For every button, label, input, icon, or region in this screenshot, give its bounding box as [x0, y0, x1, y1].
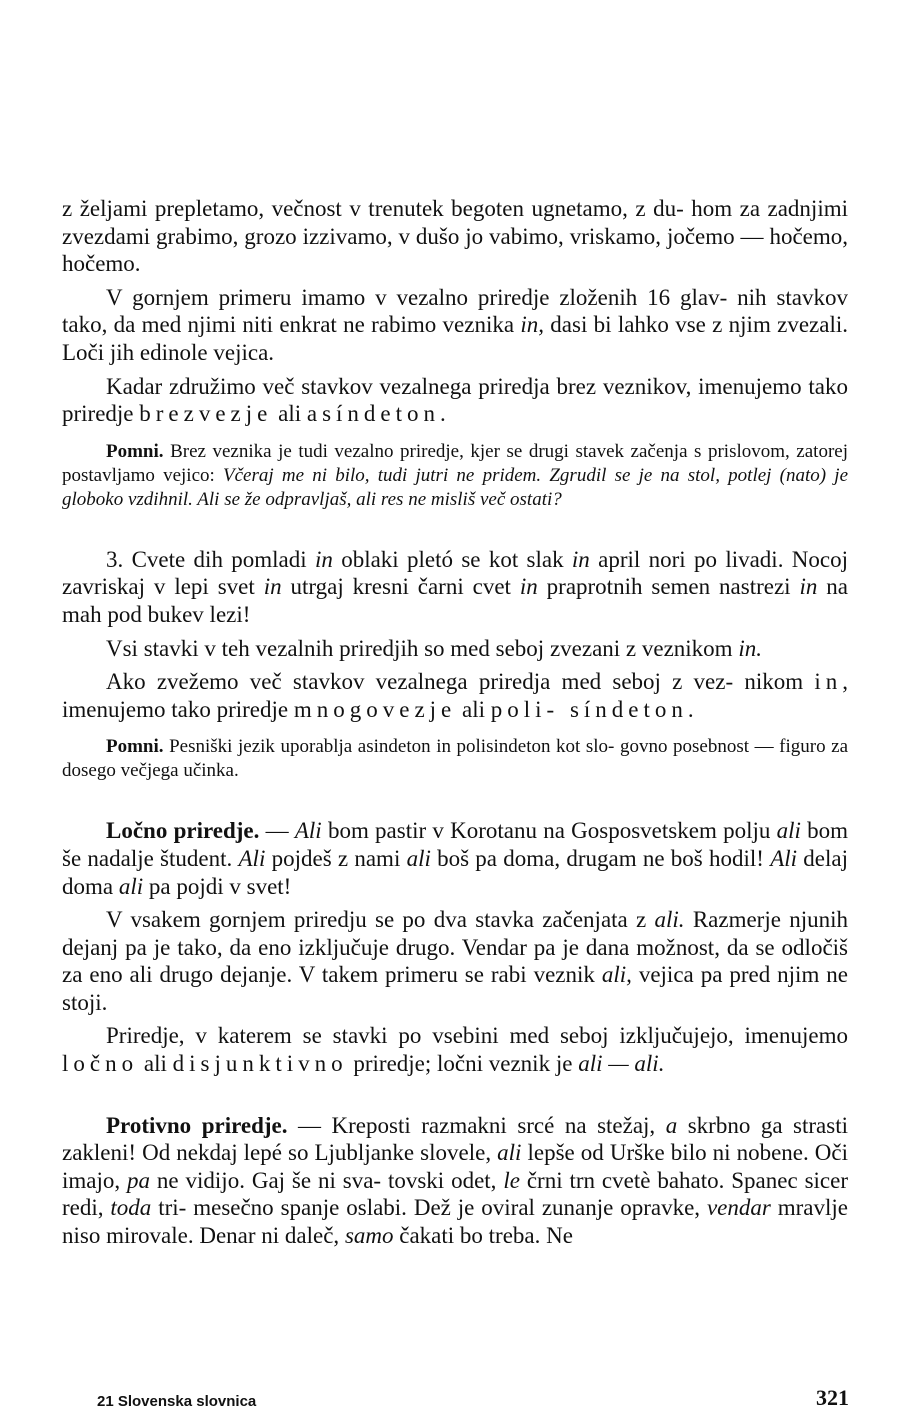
emphasis: pa — [127, 1167, 151, 1193]
text: — Kreposti razmakni srcé na stežaj, — [287, 1112, 666, 1138]
text: Kadar združimo več stavkov vezalnega priredja brez veznikov, imenujemo tako priredje — [62, 373, 848, 427]
text: z željami prepletamo, večnost v trenutek begoten ugnetamo, z du- hom za zadnjimi zvezdami grabimo, grozo izzivamo, v dušo jo vabimo, vriskamo, jočemo — hočemo, hočemo. — [62, 196, 848, 277]
note-label: Pomni. — [106, 736, 164, 758]
text: Vsi stavki v teh vezalnih priredjih so med seboj zvezani z veznikom — [106, 635, 739, 661]
paragraph — [62, 1022, 848, 1077]
text: utrgaj kresni čarni cvet — [281, 574, 520, 600]
text: bom še nadalje študent. — [62, 818, 848, 871]
book-signature: 21 Slovenska slovnica — [97, 1393, 257, 1410]
text: ali — [272, 401, 307, 427]
emphasis: vendar — [706, 1195, 771, 1221]
emphasis: ali — [497, 1140, 522, 1166]
text: ali — [456, 696, 491, 722]
spaced-term: brezvezje — [139, 401, 273, 427]
text: ne vidijo. Gaj še ni sva- tovski odet, — [150, 1167, 504, 1193]
emphasis: in. — [738, 635, 762, 661]
spaced-term: in — [814, 669, 843, 695]
text: pa pojdi v svet! — [143, 873, 292, 899]
emphasis: ali — ali. — [578, 1051, 665, 1077]
paragraph — [62, 1112, 848, 1250]
text: Razmerje njunih dejanj pa je tako, da eno izključuje drugo. Vendar pa je dana možnost, da se odločiš za eno ali drugo dejanje. V takem primeru se rabi veznik — [62, 907, 848, 988]
page-number: 321 — [816, 1385, 849, 1410]
spaced-term: ločno — [62, 1051, 139, 1077]
emphasis: samo — [344, 1223, 394, 1249]
emphasis: in — [571, 546, 590, 572]
paragraph — [62, 195, 848, 278]
text: delaj doma — [62, 845, 848, 899]
note-label: Pomni. — [106, 440, 164, 462]
text: lepše od Urške bilo ni nobene. Oči imajo, — [62, 1140, 849, 1193]
emphasis: Včeraj me ni bilo, tudi jutri ne pridem. Zgrudil se je na stol, potlej (nato) je globoko vzdihnil. Ali se že odpravljaš, ali res ne misliš več ostati? — [62, 464, 849, 510]
paragraph — [62, 546, 848, 629]
paragraph — [62, 668, 848, 723]
text: priredje; ločni veznik je — [347, 1051, 579, 1077]
emphasis: Ali — [238, 845, 266, 871]
section-heading: Protivno priredje. — [106, 1112, 288, 1138]
text: april nori po livadi. Nocoj zavriskaj v lepi svet — [62, 546, 848, 600]
emphasis: ali — [776, 818, 801, 844]
spaced-term: mnogovezje — [293, 696, 457, 722]
text: bom pastir v Korotanu na Gosposvetskem polju — [321, 818, 777, 844]
text: oblaki pletó se kot slak — [332, 546, 572, 572]
note-paragraph — [62, 440, 848, 512]
text: praprotnih semen nastrezi — [537, 574, 800, 600]
text: vejica pa pred njim ne stoji. — [62, 962, 848, 1015]
emphasis: Ali — [294, 818, 322, 844]
emphasis: ali — [118, 873, 144, 899]
emphasis: a — [665, 1112, 678, 1138]
emphasis: in — [263, 574, 282, 600]
spaced-term: asíndeton. — [306, 401, 451, 427]
text: pojdeš z nami — [265, 845, 407, 871]
text: boš pa doma, drugam ne boš hodil! — [430, 845, 771, 871]
text: ali — [138, 1051, 173, 1077]
text: V gornjem primeru imamo v vezalno priredje zloženih 16 glav- nih stavkov tako, da med njimi niti enkrat ne rabimo veznika — [62, 284, 848, 338]
text: tri- mesečno spanje oslabi. Dež je oviral zunanje opravke, — [151, 1195, 707, 1221]
paragraph — [62, 906, 848, 1016]
page-body — [62, 195, 848, 1250]
emphasis: ali. — [654, 907, 685, 933]
text: dasi bi lahko vse z njim zvezali. Loči jih edinole vejica. — [62, 312, 848, 365]
note-paragraph — [62, 735, 848, 783]
text: na mah pod bukev lezi! — [62, 574, 848, 627]
spaced-term: poli- síndeton. — [490, 696, 699, 722]
emphasis: in — [314, 546, 333, 572]
spaced-term: disjunktivno — [172, 1051, 348, 1077]
emphasis: ali, — [601, 962, 632, 988]
text: Brez veznika je tudi vezalno priredje, kjer se drugi stavek začenja s prislovom, zatorej postavljamo vejico: — [62, 440, 848, 486]
section-heading: Ločno priredje. — [106, 818, 260, 844]
paragraph — [62, 635, 848, 663]
emphasis: in — [519, 574, 538, 600]
paragraph — [62, 284, 848, 367]
text: čakati bo treba. Ne — [393, 1223, 573, 1249]
emphasis: in, — [520, 312, 544, 338]
text: Pesniški jezik uporablja asindeton in polisindeton kot slo- govno posebnost — figuro za dosego večjega učinka. — [62, 736, 848, 782]
emphasis: toda — [110, 1195, 152, 1221]
emphasis: ali — [406, 845, 431, 871]
text: , imenujemo tako priredje — [62, 669, 848, 722]
paragraph — [62, 373, 848, 428]
paragraph — [62, 817, 848, 900]
emphasis: le — [503, 1167, 520, 1193]
text: Priredje, v katerem se stavki po vsebini med seboj izključujejo, imenujemo — [106, 1023, 848, 1049]
text: črni trn cvetè bahato. Spanec sicer redi, — [62, 1167, 848, 1221]
text: 3. Cvete dih pomladi — [106, 546, 315, 572]
emphasis: Ali — [770, 845, 798, 871]
text: Ako zvežemo več stavkov vezalnega priredja med seboj z vez- nikom — [106, 669, 815, 695]
text: — — [259, 818, 295, 844]
text: V vsakem gornjem priredju se po dva stavka začenjata z — [106, 907, 655, 933]
text: mravlje niso mirovale. Denar ni daleč, — [62, 1195, 848, 1249]
text: skrbno ga strasti zakleni! Od nekdaj lepé so Ljubljanke slovele, — [62, 1112, 848, 1166]
emphasis: in — [799, 574, 818, 600]
